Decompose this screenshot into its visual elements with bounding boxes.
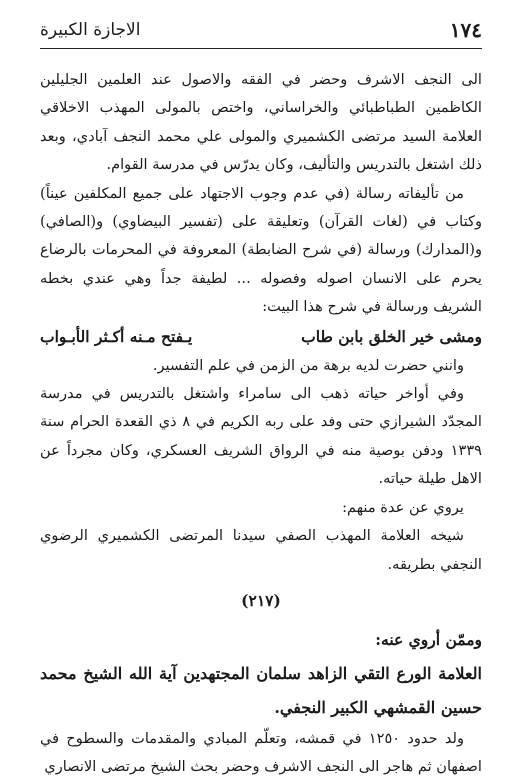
verse-second-hemistich: يـفتح مـنه أكـثر الأبـواب — [40, 326, 193, 346]
paragraph: من تأليفاته رسالة (في عدم وجوب الاجتهاد على جميع المكلفين عيناً) وكتاب في (لغات القرآن) وتعليقة على (تفسير البيضاوي) و(الصافي) و(المدارك) ورسالة (في شرح الضابطة) المعروفة في المحرمات بالرضاع يحرم على الانسان اصوله وفصوله ... لطيفة جداً وهي عندي بخطه الشريف ورسالة في شرح هذا البيت: — [40, 184, 482, 316]
verse-first-hemistich: ومشى خير الخلق بابن طاب — [301, 326, 482, 346]
paragraph: الى النجف الاشرف وحضر في الفقه والاصول عند العلمين الجليلين الكاظمين الطباطبائي والخراساني، واختص بالمولى المهذب الاخلاقي العلامة السيد مرتضى الكشميري والمولى علي محمد النجف آبادي، وبعد ذلك اشتغل بالتدريس والتأليف، وكان يدرّس في مدرسة القوام. — [40, 71, 482, 174]
paragraph: شيخه العلامة المهذب الصفي سيدنا المرتضى الكشميري الرضوي النجفي بطريقه. — [40, 527, 482, 573]
entry-number: (٢١٧) — [241, 590, 281, 610]
paragraph: وفي أواخر حياته ذهب الى سامراء واشتغل بالتدريس في مدرسة المجدّد الشيرازي حتى وفد على ربه الكريم في ٨ ذي القعدة الحرام سنة ١٣٣٩ ودفن بوصية منه في الرواق الشريف العسكري، وكان مجرداً عن الاهل طيلة حياته. — [40, 385, 482, 488]
running-title: الاجازة الكبيرة — [40, 20, 141, 40]
paragraph: وانني حضرت لديه برهة من الزمن في علم التفسير. — [152, 356, 464, 374]
scholar-title: العلامة الورع التقي الزاهد سلمان المجتهدين آية الله الشيخ محمد حسين القمشهي الكبير النجفي. — [40, 663, 482, 717]
page-body — [40, 66, 482, 776]
header-rule — [40, 48, 482, 49]
poetry-verse — [40, 322, 482, 352]
page-number: ١٧٤ — [449, 18, 482, 42]
paragraph: ولد حدود ١٢٥٠ في قمشه، وتعلّم المبادي والمقدمات والسطوح في اصفهان ثم هاجر الى النجف الاشرف وحضر بحث الشيخ مرتضى الانصاري — [40, 729, 482, 776]
section-subheading: وممّن أروي عنه: — [375, 629, 482, 649]
page-header — [40, 18, 482, 44]
paragraph: يروي عن عدة منهم: — [342, 498, 464, 516]
